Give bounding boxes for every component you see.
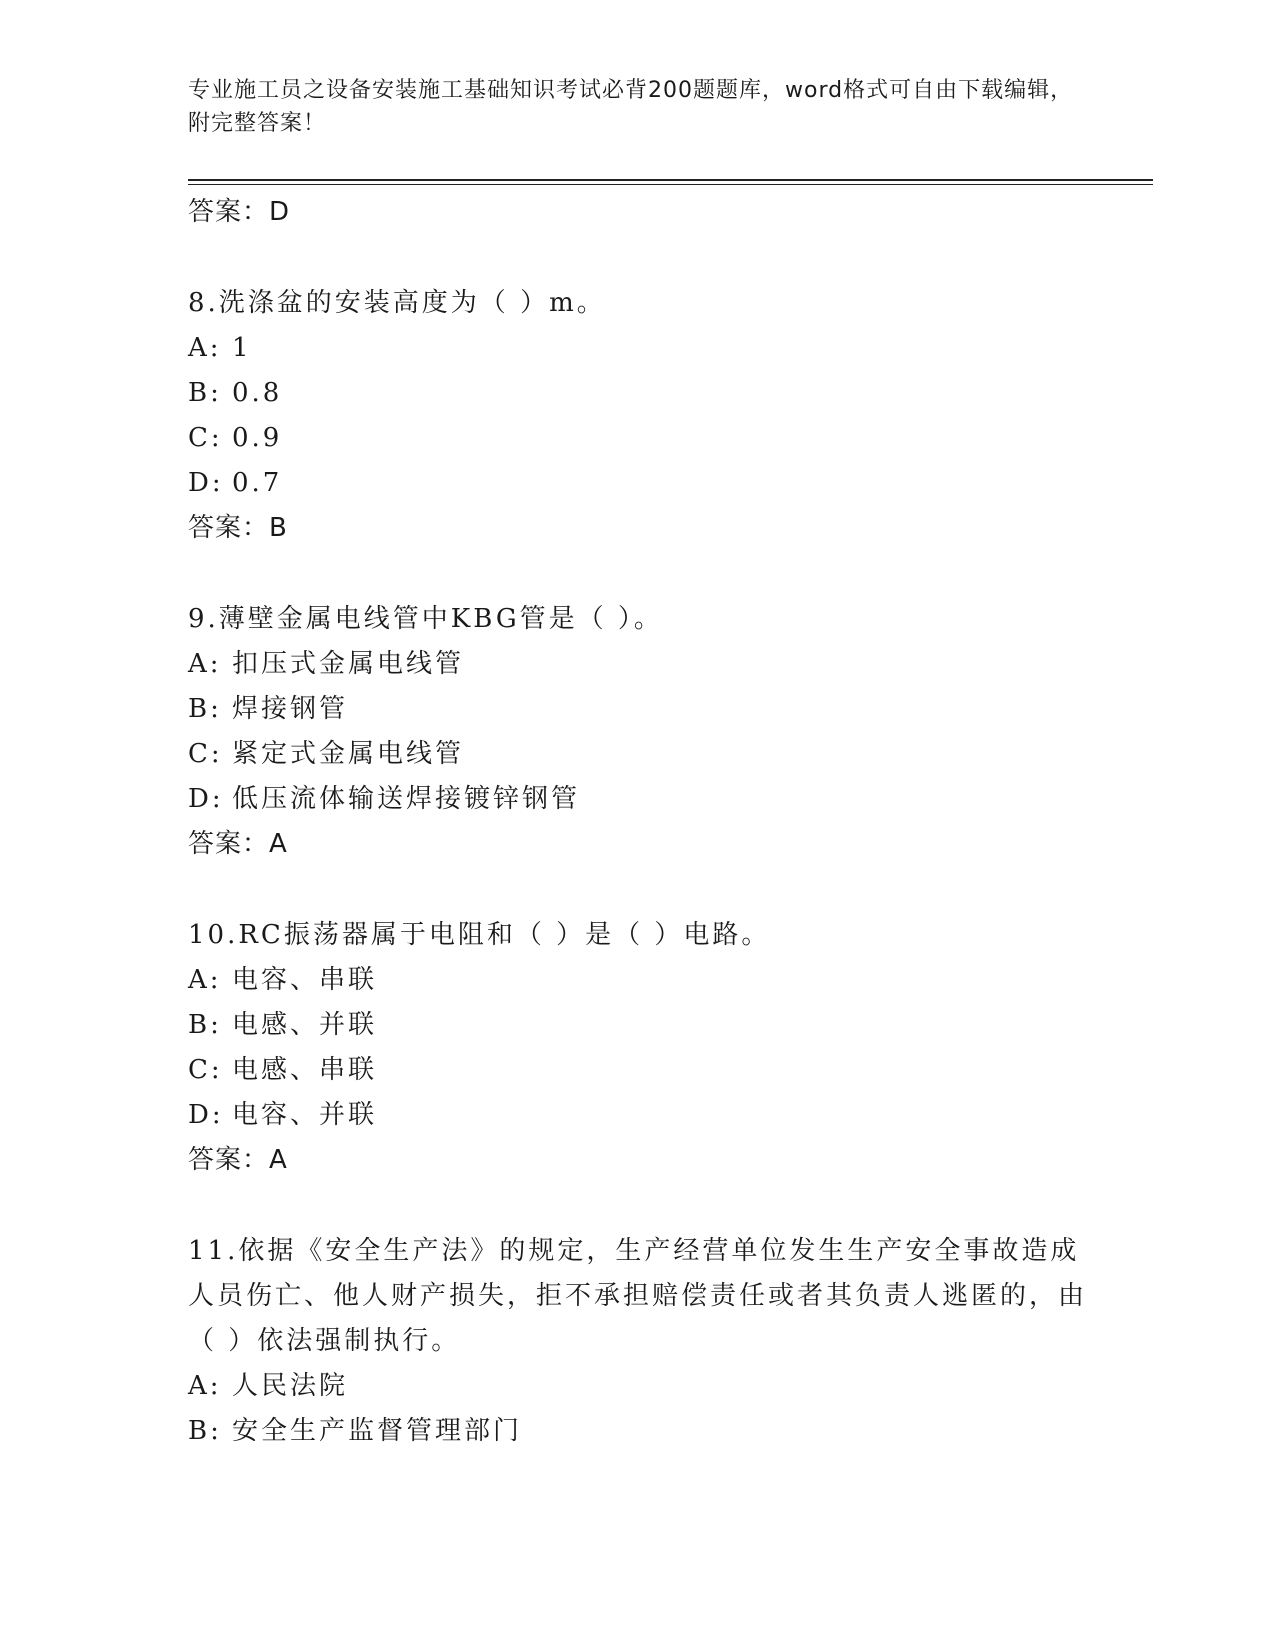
question-block xyxy=(188,1229,1088,1454)
option-b xyxy=(188,687,1088,732)
option-d xyxy=(188,777,1088,822)
option-letter: B: xyxy=(188,378,222,408)
option-text: 人民法院 xyxy=(232,1371,349,1401)
option-letter: A: xyxy=(188,649,222,679)
option-letter: B: xyxy=(188,1416,222,1446)
option-a xyxy=(188,642,1088,687)
option-c xyxy=(188,732,1088,777)
option-letter: A: xyxy=(188,965,222,995)
option-text: 电感、并联 xyxy=(232,1010,378,1040)
option-b xyxy=(188,1409,1088,1454)
option-letter: C: xyxy=(188,1055,223,1085)
question-block xyxy=(188,913,1088,1183)
option-letter: A: xyxy=(188,333,222,363)
option-letter: D: xyxy=(188,1100,224,1130)
option-text: 紧定式金属电线管 xyxy=(232,739,465,769)
option-b xyxy=(188,371,1088,416)
question-text: 9.薄壁金属电线管中KBG管是（ ）。 xyxy=(188,604,663,634)
option-a xyxy=(188,326,1088,371)
option-d xyxy=(188,1093,1088,1138)
question-list xyxy=(188,190,1088,1454)
page-header: 专业施工员之设备安装施工基础知识考试必背200题题库，word格式可自由下载编辑，附完整答案！ xyxy=(188,78,1074,136)
header-rule-thin xyxy=(188,184,1153,185)
option-c xyxy=(188,416,1088,461)
option-letter: C: xyxy=(188,739,223,769)
option-text: 0.8 xyxy=(232,378,283,408)
option-text: 1 xyxy=(232,333,252,363)
question-text: 11.依据《安全生产法》的规定，生产经营单位发生生产安全事故造成人员伤亡、他人财产损失，拒不承担赔偿责任或者其负责人逃匿的，由（ ）依法强制执行。 xyxy=(188,1236,1088,1356)
option-text: 电容、并联 xyxy=(232,1100,378,1130)
option-letter: D: xyxy=(188,784,224,814)
option-text: 电容、串联 xyxy=(232,965,378,995)
option-text: 0.9 xyxy=(232,423,283,453)
answer-line: 答案：A xyxy=(188,829,288,859)
option-d xyxy=(188,461,1088,506)
question-block xyxy=(188,281,1088,551)
option-letter: A: xyxy=(188,1371,222,1401)
option-a xyxy=(188,1364,1088,1409)
question-text: 10.RC振荡器属于电阻和（ ）是（ ）电路。 xyxy=(188,920,771,950)
question-block xyxy=(188,597,1088,867)
option-text: 低压流体输送焊接镀锌钢管 xyxy=(232,784,581,814)
answer-line: 答案：D xyxy=(188,197,291,227)
option-letter: B: xyxy=(188,1010,222,1040)
option-text: 0.7 xyxy=(232,468,283,498)
option-text: 扣压式金属电线管 xyxy=(232,649,465,679)
option-letter: B: xyxy=(188,694,222,724)
option-letter: C: xyxy=(188,423,223,453)
option-text: 焊接钢管 xyxy=(232,694,349,724)
answer-line: 答案：A xyxy=(188,1145,288,1175)
option-text: 电感、串联 xyxy=(232,1055,378,1085)
option-letter: D: xyxy=(188,468,224,498)
option-c xyxy=(188,1048,1088,1093)
option-b xyxy=(188,1003,1088,1048)
option-a xyxy=(188,958,1088,1003)
answer-line: 答案：B xyxy=(188,513,288,543)
header-rule-thick xyxy=(188,179,1153,181)
option-text: 安全生产监督管理部门 xyxy=(232,1416,523,1446)
question-text: 8.洗涤盆的安装高度为（ ）m。 xyxy=(188,288,606,318)
